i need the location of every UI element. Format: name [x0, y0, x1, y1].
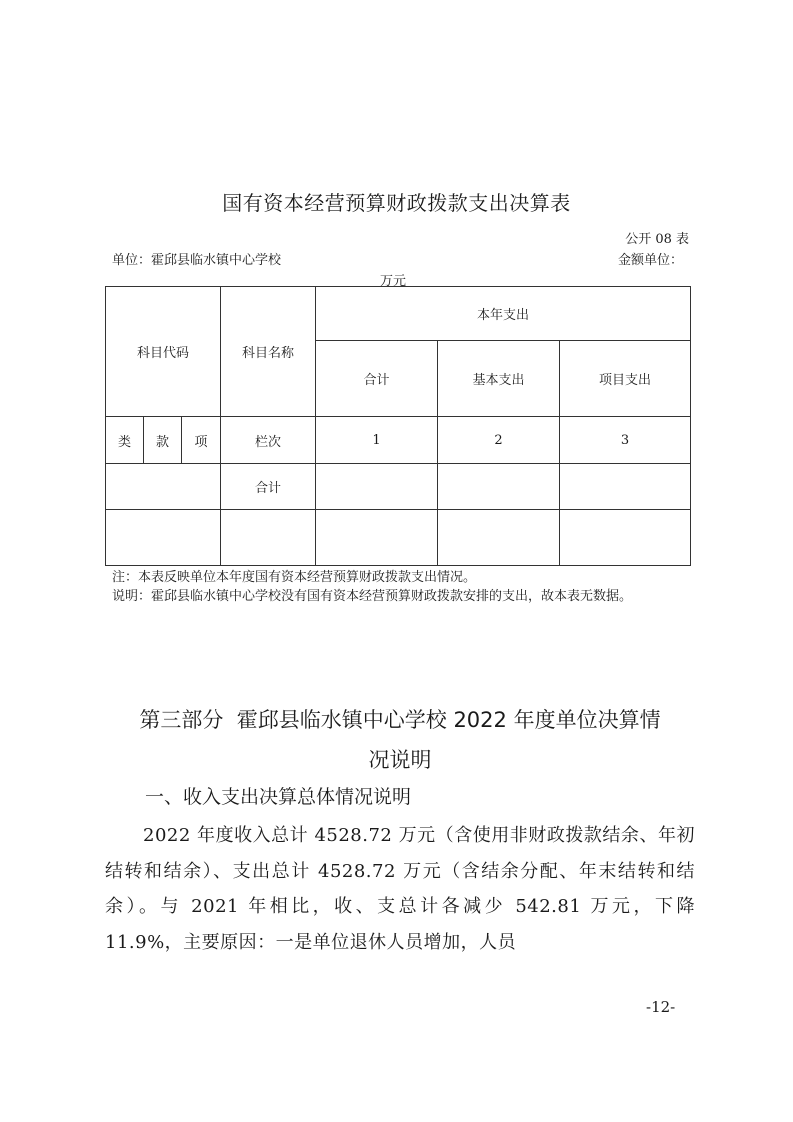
total-row-total — [316, 464, 438, 510]
header-project-expense: 项目支出 — [560, 341, 691, 417]
code-class: 类 — [106, 417, 144, 464]
code-section: 款 — [144, 417, 182, 464]
expense-table — [105, 286, 691, 566]
code-item: 项 — [182, 417, 221, 464]
page-number: -12- — [646, 998, 676, 1016]
table-cell — [560, 510, 691, 566]
section-title-line1: 第三部分 霍邱县临水镇中心学校 2022 年度单位决算情 — [139, 708, 661, 732]
table-cell — [221, 510, 316, 566]
column-number-2: 2 — [438, 417, 560, 464]
subheading: 一、收入支出决算总体情况说明 — [145, 786, 412, 808]
unit-label: 单位：霍邱县临水镇中心学校 — [112, 253, 282, 268]
header-total: 合计 — [316, 341, 438, 417]
section-title — [105, 702, 695, 778]
total-row-basic — [438, 464, 560, 510]
header-subject-name: 科目名称 — [221, 287, 316, 417]
form-number: 公开 08 表 — [625, 232, 689, 247]
total-row-label: 合计 — [221, 464, 316, 510]
header-current-year-expense: 本年支出 — [316, 287, 691, 341]
table-cell — [106, 510, 221, 566]
total-row-code — [106, 464, 221, 510]
total-row — [106, 464, 691, 510]
body-paragraph: 2022 年度收入总计 4528.72 万元（含使用非财政拨款结余、年初结转和结余）、支出总计 4528.72 万元（含结余分配、年末结转和结余）。与 2021 年相比，收、支总计各减少 542.81 万元，下降 11.9%，主要原因：一是单位退休人员增加，人员 — [105, 825, 695, 953]
column-number-1: 1 — [316, 417, 438, 464]
table-row — [106, 510, 691, 566]
column-index-label: 栏次 — [221, 417, 316, 464]
column-number-3: 3 — [560, 417, 691, 464]
header-subject-code: 科目代码 — [106, 287, 221, 417]
amount-unit-value: 万元 — [380, 274, 407, 289]
amount-unit-label: 金额单位： — [617, 253, 683, 268]
total-row-project — [560, 464, 691, 510]
header-basic-expense: 基本支出 — [438, 341, 560, 417]
table-explanation: 说明：霍邱县临水镇中心学校没有国有资本经营预算财政拨款安排的支出，故本表无数据。 — [112, 589, 633, 604]
table-note: 注：本表反映单位本年度国有资本经营预算财政拨款支出情况。 — [112, 570, 477, 585]
section-title-line2: 况说明 — [368, 748, 432, 772]
table-cell — [316, 510, 438, 566]
table-cell — [438, 510, 560, 566]
table-title: 国有资本经营预算财政拨款支出决算表 — [222, 191, 571, 215]
